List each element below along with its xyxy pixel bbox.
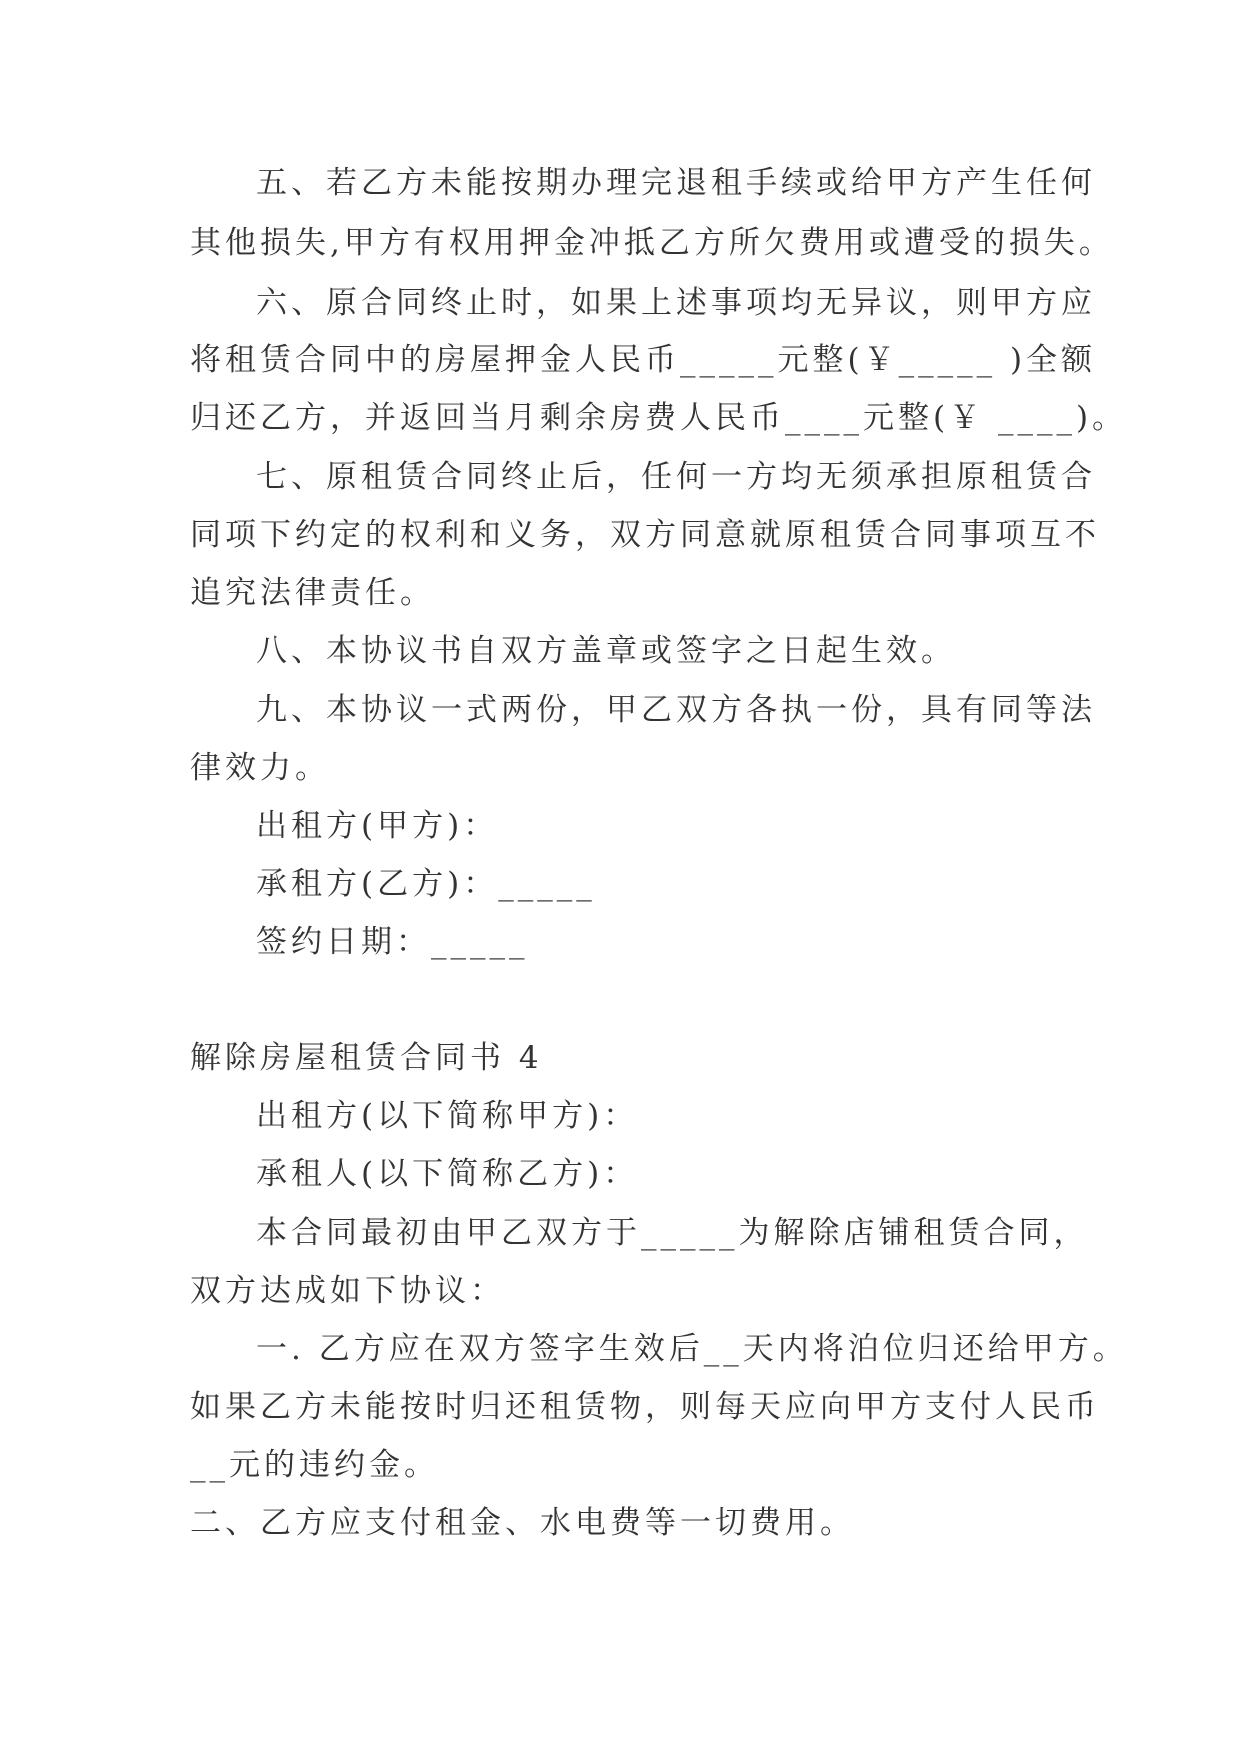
clause-7-line-2: 同项下约定的权利和义务，双方同意就原租赁合同事项互不	[190, 517, 1100, 553]
clause-5-line-1: 五、若乙方未能按期办理完退租手续或给甲方产生任何	[256, 165, 1096, 201]
preamble-line-2: 双方达成如下协议：	[190, 1273, 505, 1309]
clause-5-line-2: 其他损失,甲方有权用押金冲抵乙方所欠费用或遭受的损失。	[190, 225, 1114, 261]
lessee-signature-line: 承租方(乙方)：_____	[256, 866, 596, 902]
lessor-line: 出租方(以下简称甲方)：	[256, 1098, 639, 1134]
signing-date-line: 签约日期：_____	[256, 924, 529, 960]
clause-9-line-2: 律效力。	[190, 750, 330, 786]
section-title: 解除房屋租赁合同书 4	[190, 1040, 543, 1076]
clause-6-line-2: 将租赁合同中的房屋押金人民币_____元整(￥_____ )全额	[190, 342, 1097, 378]
article-1-line-1: 一. 乙方应在双方签字生效后__天内将泊位归还给甲方。	[256, 1331, 1128, 1367]
preamble-line-1: 本合同最初由甲乙双方于_____为解除店铺租赁合同，	[256, 1215, 1089, 1251]
clause-7-line-3: 追究法律责任。	[190, 575, 435, 611]
lessor-signature-line: 出租方(甲方)：	[256, 808, 499, 844]
clause-6-line-1: 六、原合同终止时，如果上述事项均无异议，则甲方应	[256, 285, 1096, 321]
clause-7-line-1: 七、原租赁合同终止后，任何一方均无须承担原租赁合	[256, 459, 1096, 495]
article-1-line-2: 如果乙方未能按时归还租赁物，则每天应向甲方支付人民币	[190, 1389, 1100, 1425]
article-2: 二、乙方应支付租金、水电费等一切费用。	[190, 1505, 855, 1541]
article-1-line-3: __元的违约金。	[190, 1447, 439, 1483]
lessee-line: 承租人(以下简称乙方)：	[256, 1156, 639, 1192]
clause-9-line-1: 九、本协议一式两份，甲乙双方各执一份，具有同等法	[256, 692, 1096, 728]
clause-6-line-3: 归还乙方，并返回当月剩余房费人民币____元整(￥ ____)。	[190, 400, 1128, 436]
clause-8: 八、本协议书自双方盖章或签字之日起生效。	[256, 633, 956, 669]
